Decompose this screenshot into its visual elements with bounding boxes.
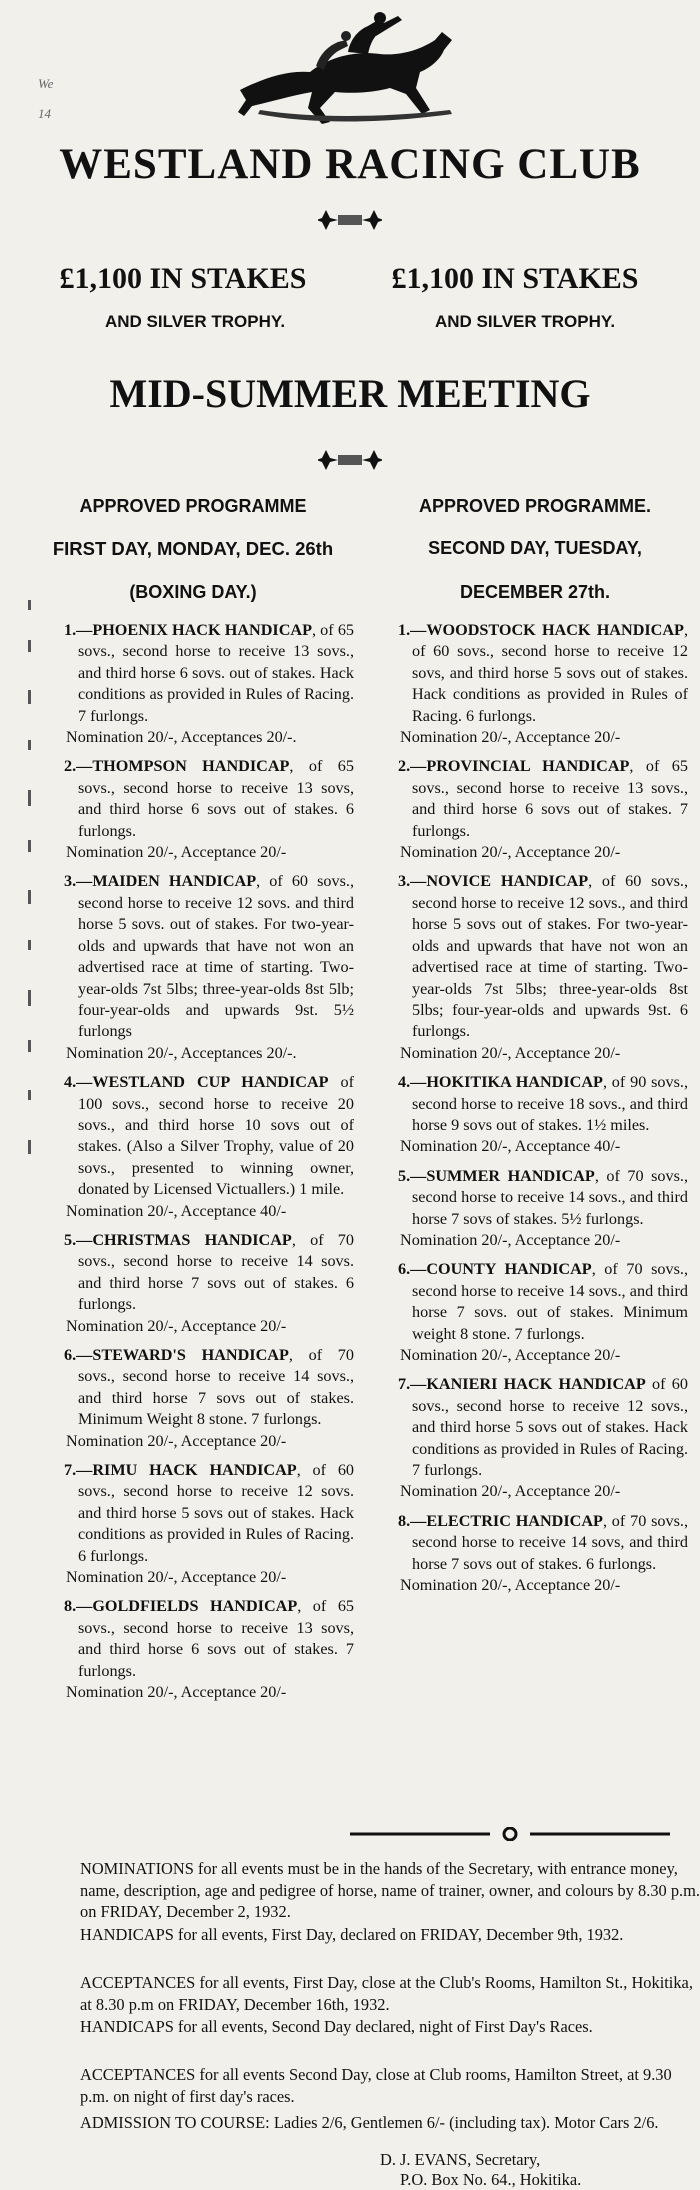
race-name: KANIERI HACK HANDICAP — [426, 1375, 646, 1394]
first_day-race-8 — [64, 1596, 354, 1682]
race-nomination: Nomination 20/-, Acceptance 20/- — [66, 1431, 287, 1450]
race-name: CHRISTMAS HANDICAP — [92, 1230, 292, 1249]
acceptances-second-text: ACCEPTANCES for all events Second Day, close at Club rooms, Hamilton Street, at 9.30 p.m. on night of first day's races. — [80, 2065, 672, 2106]
cross-ornament-icon — [318, 208, 382, 232]
rule-ornament-icon — [340, 1827, 680, 1841]
first_day-race-2 — [64, 756, 354, 842]
race-number: 1.— — [398, 621, 427, 639]
race-name: STEWARD'S HANDICAP — [92, 1346, 289, 1364]
first_day-race-4 — [64, 1072, 354, 1200]
second_day-race-8 — [398, 1511, 688, 1575]
racehorse-jockey-icon — [230, 10, 470, 130]
second-day-sub: DECEMBER 27th. — [459, 582, 611, 602]
acceptances-first-text: ACCEPTANCES for all events, First Day, close at the Club's Rooms, Hamilton St., Hokitika, at 8.30 p.m on FRIDAY, December 16th, 1932. — [80, 1973, 693, 2014]
race-name: SUMMER HANDICAP — [426, 1166, 595, 1185]
race-name: ELECTRIC HANDICAP — [426, 1511, 603, 1530]
second_day-race-7 — [398, 1374, 688, 1481]
race-nomination: Nomination 20/-, Acceptance 20/- — [400, 728, 621, 747]
race-conditions: , of 70 sovs., second horse to receive 14 sovs., and third horse 7 sovs out of stakes. Minimum Weight 8 stone. 7 furlongs. — [78, 1346, 354, 1429]
race-name: RIMU HACK HANDICAP — [92, 1461, 297, 1480]
race-nomination: Nomination 20/-, Acceptance 20/- — [400, 1230, 621, 1249]
second_day-race-6 — [398, 1259, 688, 1345]
handicaps-second-text: HANDICAPS for all events, Second Day declared, night of First Day's Races. — [80, 2017, 593, 2036]
race-number: 7.— — [64, 1461, 93, 1480]
acceptances-second-notice — [80, 2064, 700, 2107]
race-nomination: Nomination 20/-, Acceptance 20/- — [66, 843, 287, 862]
second_day-race-1 — [398, 620, 688, 727]
race-number: 6.— — [64, 1346, 93, 1364]
second-day-date: SECOND DAY, TUESDAY, — [428, 538, 642, 558]
race-nomination: Nomination 20/-, Acceptances 20/-. — [66, 1043, 297, 1062]
race-number: 8.— — [398, 1511, 427, 1530]
stakes-left: £1,100 IN STAKES — [59, 262, 307, 295]
trophy-left: AND SILVER TROPHY. — [104, 312, 286, 331]
meeting-title: MID-SUMMER MEETING — [109, 371, 591, 416]
first_day-race-5 — [64, 1230, 354, 1316]
second-day-programme: APPROVED PROGRAMME. — [418, 496, 652, 516]
first-day-date: FIRST DAY, MONDAY, DEC. 26th — [52, 538, 334, 559]
race-number: 4.— — [64, 1073, 93, 1092]
race-nomination: Nomination 20/-, Acceptance 20/- — [400, 843, 621, 862]
race-nomination: Nomination 20/-, Acceptance 20/- — [400, 1043, 621, 1062]
race-name: PROVINCIAL HANDICAP — [426, 757, 630, 776]
nominations-text: NOMINATIONS for all events must be in the hands of the Secretary, with entrance money, name, description, age and pedigree of horse, name of trainer, owner, and colours by 8.30 p.m. on FRIDAY, December 2, 1932. — [80, 1859, 700, 1922]
race-conditions: , of 65 sovs., second horse to receive 13 sovs, and third horse 6 sovs out of stakes. 6 furlongs. — [78, 757, 354, 840]
race-number: 5.— — [64, 1230, 93, 1249]
second_day-race-5 — [398, 1166, 688, 1230]
race-nomination: Nomination 20/-, Acceptance 20/- — [66, 1316, 287, 1335]
second_day-race-2 — [398, 756, 688, 842]
secretary-name: D. J. EVANS, Secretary, — [380, 2150, 541, 2169]
race-conditions: , of 65 sovs., second horse to receive 13 sovs., and third horse 6 sovs out of stakes. 7 furlongs. — [412, 757, 688, 840]
race-number: 1.— — [64, 621, 93, 639]
race-nomination: Nomination 20/-, Acceptance 20/- — [400, 1576, 621, 1595]
race-nomination: Nomination 20/-, Acceptance 40/- — [66, 1201, 287, 1220]
race-name: PHOENIX HACK HANDICAP — [92, 621, 312, 639]
race-conditions: , of 60 sovs., second horse to receive 12 sovs. and third horse 5 sovs out of stakes. Hack conditions as provided in Rules of Racing. 6 furlongs. — [78, 1461, 355, 1565]
race-name: COUNTY HANDICAP — [426, 1260, 592, 1279]
second_day-race-3 — [398, 871, 688, 1042]
nominations-notice — [80, 1858, 700, 1923]
second-day-races — [398, 620, 688, 1604]
race-name: WOODSTOCK HACK HANDICAP — [426, 621, 684, 639]
race-conditions: , of 70 sovs., second horse to receive 14 sovs., and third horse 7 sovs. out of stakes. Minimum weight 8 stone. 7 furlongs. — [412, 1260, 688, 1343]
race-nomination: Nomination 20/-, Acceptance 40/- — [400, 1137, 621, 1156]
club-title: WESTLAND RACING CLUB — [59, 141, 641, 188]
race-conditions: , of 65 sovs., second horse to receive 13 sovs, and third horse 6 sovs out of stakes. 7 furlongs. — [78, 1597, 355, 1680]
first_day-race-1 — [64, 620, 354, 727]
race-nomination: Nomination 20/-, Acceptances 20/-. — [66, 728, 297, 747]
race-conditions: , of 60 sovs., second horse to receive 12 sovs, and third horse 5 sovs out of stakes. Hack conditions as provided in Rules of Racing. 6 furlongs. — [412, 621, 688, 725]
race-conditions: , of 60 sovs., second horse to receive 12 sovs., and third horse 5 sovs out of stakes. For two-year-olds and upwards that have not won an advertised race at time of starting. Two-year-olds 7st 5lbs; three-year-olds 8st 5lbs; four-year-olds and upwards 9st. 6 furlongs. — [412, 872, 688, 1041]
margin-initials: We 14 — [38, 76, 54, 121]
race-number: 3.— — [398, 872, 427, 891]
first-day-programme: APPROVED PROGRAMME — [79, 496, 307, 516]
admission-notice — [80, 2112, 700, 2134]
handicaps-first-text: HANDICAPS for all events, First Day, declared on FRIDAY, December 9th, 1932. — [80, 1925, 624, 1944]
margin-marks — [22, 600, 42, 1360]
race-nomination: Nomination 20/-, Acceptance 20/- — [400, 1346, 621, 1364]
race-name: GOLDFIELDS HANDICAP — [92, 1597, 298, 1616]
race-name: MAIDEN HANDICAP — [92, 872, 257, 891]
trophy-right: AND SILVER TROPHY. — [434, 312, 616, 331]
race-number: 5.— — [398, 1166, 427, 1185]
race-number: 7.— — [398, 1375, 427, 1394]
cross-ornament-icon — [318, 448, 382, 472]
acceptances-first-notice — [80, 1972, 700, 2015]
stakes-right: £1,100 IN STAKES — [391, 262, 639, 295]
first_day-race-3 — [64, 871, 354, 1042]
race-conditions: , of 65 sovs., second horse to receive 13 sovs., and third horse 6 sovs. out of stakes. Hack conditions as provided in Rules of Racing. 7 furlongs. — [78, 621, 355, 725]
first-day-races — [64, 620, 354, 1712]
race-name: HOKITIKA HANDICAP — [426, 1073, 603, 1092]
race-number: 8.— — [64, 1597, 93, 1616]
race-name: WESTLAND CUP HANDICAP — [92, 1073, 329, 1092]
first_day-race-7 — [64, 1460, 354, 1567]
race-number: 2.— — [64, 757, 93, 776]
race-nomination: Nomination 20/-, Acceptance 20/- — [66, 1568, 287, 1587]
race-number: 6.— — [398, 1260, 427, 1279]
race-conditions: , of 60 sovs., second horse to receive 12 sovs. and third horse 5 sovs. out of stakes. For two-year-olds and upwards that have not won an advertised race at time of starting. Two-year-olds 7st 5lbs; three-year-olds 8st 5lb; four-year-olds and upwards 9st. 5½ furlongs — [78, 872, 354, 1041]
race-number: 3.— — [64, 872, 93, 891]
second_day-race-4 — [398, 1072, 688, 1136]
race-conditions: of 60 sovs., second horse to receive 12 sovs., and third horse 5 sovs out of stakes. Hack conditions as provided in Rules of Racing. 7 furlongs. — [412, 1375, 688, 1480]
race-conditions: , of 90 sovs., second horse to receive 18 sovs., and third horse 9 sovs out of stakes. 1½ miles. — [412, 1073, 688, 1134]
race-nomination: Nomination 20/-, Acceptance 20/- — [400, 1482, 621, 1501]
race-number: 2.— — [398, 757, 427, 776]
race-conditions: , of 70 sovs., second horse to receive 14 sovs, and third horse 7 sovs out of stakes. 6 furlongs. — [412, 1511, 688, 1573]
first-day-sub: (BOXING DAY.) — [129, 582, 257, 602]
race-name: THOMPSON HANDICAP — [92, 757, 290, 776]
race-nomination: Nomination 20/-, Acceptance 20/- — [66, 1683, 287, 1702]
secretary-address: P.O. Box No. 64., Hokitika. — [400, 2170, 582, 2189]
race-conditions: , of 70 sovs., second horse to receive 14 sovs., and third horse 7 sovs of stakes. 5½ furlongs. — [412, 1166, 688, 1228]
first_day-race-6 — [64, 1345, 354, 1431]
race-conditions: of 100 sovs., second horse to receive 20 sovs., and third horse 10 sovs out of stakes. (Also a Silver Trophy, value of 20 sovs., presented to winning owner, donated by Licensed Victuallers.) 1 mile. — [78, 1073, 354, 1199]
race-name: NOVICE HANDICAP — [426, 872, 589, 891]
race-conditions: , of 70 sovs., second horse to receive 14 sovs. and third horse 7 sovs out of stakes. 6 furlongs. — [78, 1230, 354, 1314]
admission-text: ADMISSION TO COURSE: Ladies 2/6, Gentlemen 6/- (including tax). Motor Cars 2/6. — [80, 2113, 659, 2132]
race-number: 4.— — [398, 1073, 427, 1092]
handicaps-second-notice — [80, 2016, 700, 2038]
handicaps-first-notice — [80, 1924, 700, 1946]
